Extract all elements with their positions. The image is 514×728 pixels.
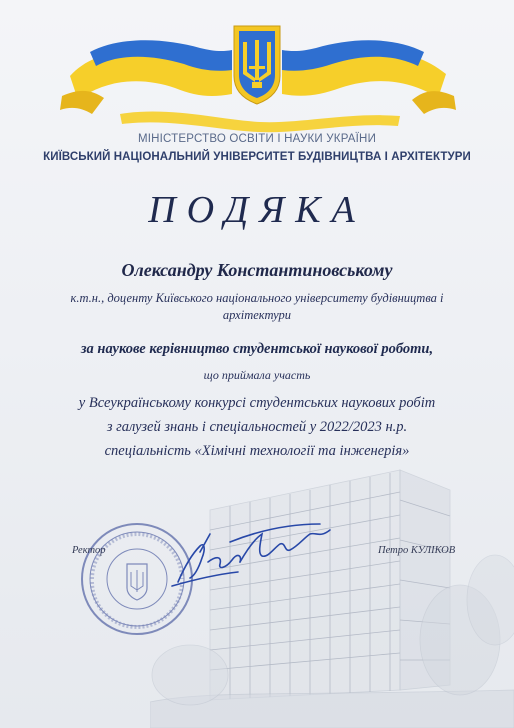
position-line-1: к.т.н., доценту Київського національного університету будівництва і — [70, 291, 444, 305]
recipient-position — [70, 290, 444, 324]
contest-line-2: з галузей знань і спеціальностей у 2022/2023 н.р. — [106, 419, 408, 435]
position-line-2: архітектури — [222, 308, 292, 322]
signatory-name: Петро КУЛІКОВ — [378, 545, 456, 556]
signatory-label: Ректор — [72, 545, 106, 556]
flag-ribbon-emblem — [0, 18, 514, 138]
award-reason: за наукове керівництво студентської наукової роботи, — [80, 341, 434, 357]
certificate-title: ПОДЯКА — [148, 189, 366, 231]
contest-line-1: у Всеукраїнському конкурсі студентських наукових робіт — [78, 395, 436, 411]
participation-note: що приймала участь — [203, 368, 311, 382]
handwritten-signature — [170, 512, 345, 592]
university-name: КИЇВСЬКИЙ НАЦІОНАЛЬНИЙ УНІВЕРСИТЕТ БУДІВНИЦТВА І АРХІТЕКТУРИ — [43, 151, 471, 163]
recipient-name: Олександру Константиновському — [121, 260, 393, 280]
contest-line-3: спеціальність «Хімічні технології та інженерія» — [104, 443, 410, 459]
ministry-name: МІНІСТЕРСТВО ОСВІТИ І НАУКИ УКРАЇНИ — [137, 133, 377, 145]
